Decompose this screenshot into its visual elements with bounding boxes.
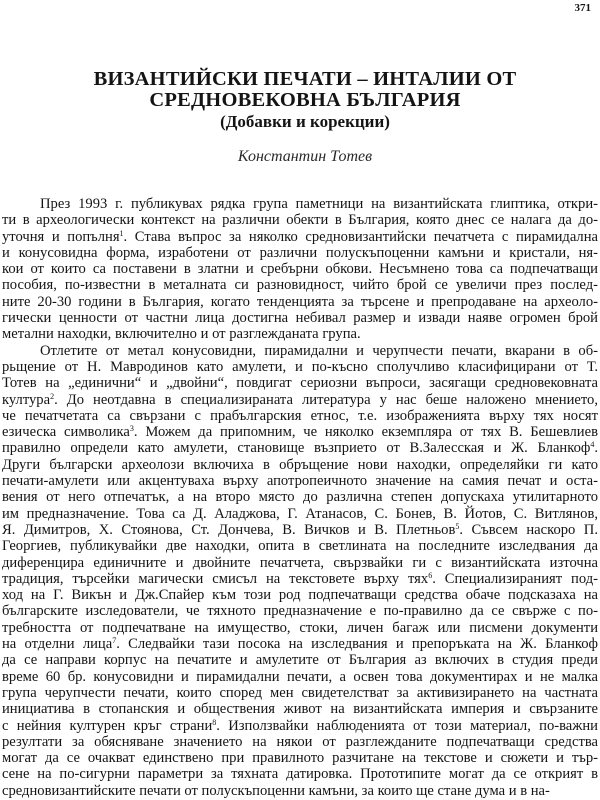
text-line <box>2 440 598 456</box>
text-line <box>2 392 598 408</box>
text-line <box>2 359 598 375</box>
text-line <box>2 326 598 342</box>
line-text: . Използвайки наблюденията от този материал, по-важни <box>216 717 598 734</box>
text-line <box>2 277 598 293</box>
line-text: Отлетите от метал конусовидни, пирамидални и черупчести печати, вкарани в об- <box>40 342 598 359</box>
paragraph <box>2 343 598 799</box>
line-text: че печатчетата са свързани с прабългарския етнос, т.е. изображенията върху тях носят <box>2 407 598 424</box>
line-text: диференцира единичните и двойните печатчета, свързвайки ги с византийската източна <box>2 554 598 571</box>
text-line <box>2 261 598 277</box>
line-text: време 60 бр. конусовидни и пирамидални печати, а освен това документирах и не малка <box>2 668 598 685</box>
line-text: група черупчести печати, които според мен свидетелстват за активизирането на частната <box>2 684 598 701</box>
line-text: Георгиев, публикувайки две находки, опита в светлината на последните изследвания да <box>2 538 598 555</box>
text-line <box>2 734 598 750</box>
text-line <box>2 685 598 701</box>
line-text: . <box>594 440 598 457</box>
line-text: гически ценности от частни лица достигна небивал размер и извади наяве огромен брой <box>2 310 598 327</box>
footnote-marker[interactable]: 6 <box>428 570 433 580</box>
line-text: правилно определи като амулети, становище възприето от В.Залесская и Ж. Бланкоф <box>2 440 591 457</box>
text-line <box>2 669 598 685</box>
line-text: българските изследователи, че тяхното предназначение е по-правилно да се свърже с по- <box>2 603 598 620</box>
text-line <box>2 212 598 228</box>
line-text: култура <box>2 391 51 408</box>
line-text: . Можем да припомним, че няколко екземпляра от тях В. Бешевлиев <box>133 424 598 441</box>
line-text: . Става въпрос за няколко средновизантийски печатчета с пирамидална <box>123 228 598 245</box>
text-line <box>2 245 598 261</box>
text-line <box>2 457 598 473</box>
line-text: ти в археологически контекст на различни обекти в България, която днес се налага да до- <box>2 212 598 229</box>
text-line <box>2 473 598 489</box>
line-text: . Съвсем наскоро П. <box>459 521 598 538</box>
line-text: могат да се очакват единствено при правилното разчитане на текстове и сюжети и тър- <box>2 750 598 767</box>
text-line <box>2 522 598 538</box>
line-text: ход на Г. Викън и Дж.Спайер към този род подпечатващи средства обаче подсказаха на <box>2 587 598 604</box>
text-line <box>2 408 598 424</box>
line-text: През 1993 г. публикувах рядка група паметници на византийската глиптика, откри- <box>40 196 598 212</box>
text-line <box>2 196 598 212</box>
line-text: ните 20-30 години в България, когато тенденцията за търсене и препродаване на археоло- <box>2 293 598 310</box>
footnote-marker[interactable]: 4 <box>590 440 595 450</box>
text-line <box>2 620 598 636</box>
line-text: резултати за обясняване значението на някои от разглежданите подпечатващи средства <box>2 733 598 750</box>
article-body <box>2 196 598 799</box>
text-line <box>2 294 598 310</box>
line-text: с нейния културен кръг страни <box>2 717 213 734</box>
line-text: . Специализираният под- <box>432 570 598 587</box>
page-number: 371 <box>574 2 591 14</box>
text-line <box>2 636 598 652</box>
line-text: Други български археолози включиха в обръщение нови находки, определяйки ги като <box>2 456 598 473</box>
text-line <box>2 718 598 734</box>
line-text: требността от подпечатване на имущество, стоки, личен багаж или писмени документи <box>2 619 598 636</box>
line-text: инициатива в стопанския и обществения живот на византийската империя и свързаните <box>2 701 598 718</box>
text-line <box>2 571 598 587</box>
line-text: традиция, търсейки магически смисъл на текстовете върху тях <box>2 570 429 587</box>
text-line <box>2 506 598 522</box>
line-text: сене на по-сигурни параметри за тяхната датировка. Прототипите могат да се открият в <box>2 766 598 783</box>
text-line <box>2 489 598 505</box>
text-line <box>2 375 598 391</box>
text-line <box>2 587 598 603</box>
line-text: да се направи корпус на печатите и амулетите от България аз включих в студия преди <box>2 652 598 669</box>
text-line <box>2 538 598 554</box>
footnote-marker[interactable]: 5 <box>455 521 460 531</box>
paragraph <box>2 196 598 343</box>
text-line <box>2 424 598 440</box>
line-text: уточня и попълня <box>2 228 120 245</box>
footnote-marker[interactable]: 7 <box>112 636 117 646</box>
line-text: средновизантийските печати от полускъпоценни камъни, за които ще стане дума и в на- <box>2 782 550 799</box>
text-line <box>2 310 598 326</box>
line-text: езическа символика <box>2 424 130 441</box>
line-text: печати-амулети или акцентуваха върху апотропеичното значение на самия печат и оста- <box>2 473 598 490</box>
footnote-marker[interactable]: 3 <box>129 424 134 434</box>
article-title-line-1: ВИЗАНТИЙСКИ ПЕЧАТИ – ИНТАЛИИ ОТ <box>93 68 517 90</box>
text-line <box>2 555 598 571</box>
text-line <box>2 766 598 782</box>
line-text: рьщение от Н. Мавродинов като амулети, и по-късно сполучливо класифицирани от Т. <box>2 358 598 375</box>
line-text: на отделни лица <box>2 636 113 653</box>
line-text: кои от които са поставени в златни и сребърни обкови. Несъмнено това са подпечатващи <box>2 261 598 278</box>
footnote-marker[interactable]: 1 <box>119 228 124 238</box>
text-line <box>2 343 598 359</box>
text-line <box>2 603 598 619</box>
article-title-line-2: СРЕДНОВЕКОВНА БЪЛГАРИЯ <box>149 89 461 111</box>
line-text: метални находки, включително и от разглежданата група. <box>2 326 361 343</box>
line-text: . До неотдавна в специализираната литература у нас беше наложено мнението, <box>54 391 598 408</box>
footnote-marker[interactable]: 2 <box>50 391 55 401</box>
text-line <box>2 701 598 717</box>
text-line <box>2 229 598 245</box>
author-name: Константин Тотев <box>237 148 373 165</box>
text-line <box>2 652 598 668</box>
line-text: и конусовидна форма, изработени от различни полускъпоценни камъни и кристали, ня- <box>2 244 598 261</box>
footnote-marker[interactable]: 8 <box>212 717 217 727</box>
line-text: пособия, по-известни в металната си разновидност, чийто брой се увеличи през послед- <box>2 277 598 294</box>
line-text: Я. Димитров, Х. Стоянова, Ст. Дончева, В. Вичков и В. Плетньов <box>2 521 456 538</box>
line-text: Тотев на „единични“ и „двойни“, повдигат сериозни въпроси, засягащи средновековната <box>2 375 598 392</box>
text-line <box>2 783 598 799</box>
line-text: вения от него отпечатък, а на второ място до различна степен допускаха утилитарното <box>2 489 598 506</box>
text-line <box>2 750 598 766</box>
article-subtitle: (Добавки и корекции) <box>220 112 390 131</box>
line-text: им предназначение. Това са Д. Аладжова, Г. Атанасов, С. Бонев, В. Йотов, С. Витлянов, <box>2 505 598 522</box>
line-text: . Следвайки тази посока на изследвания и препоръката на Ж. Бланкоф <box>116 636 598 653</box>
